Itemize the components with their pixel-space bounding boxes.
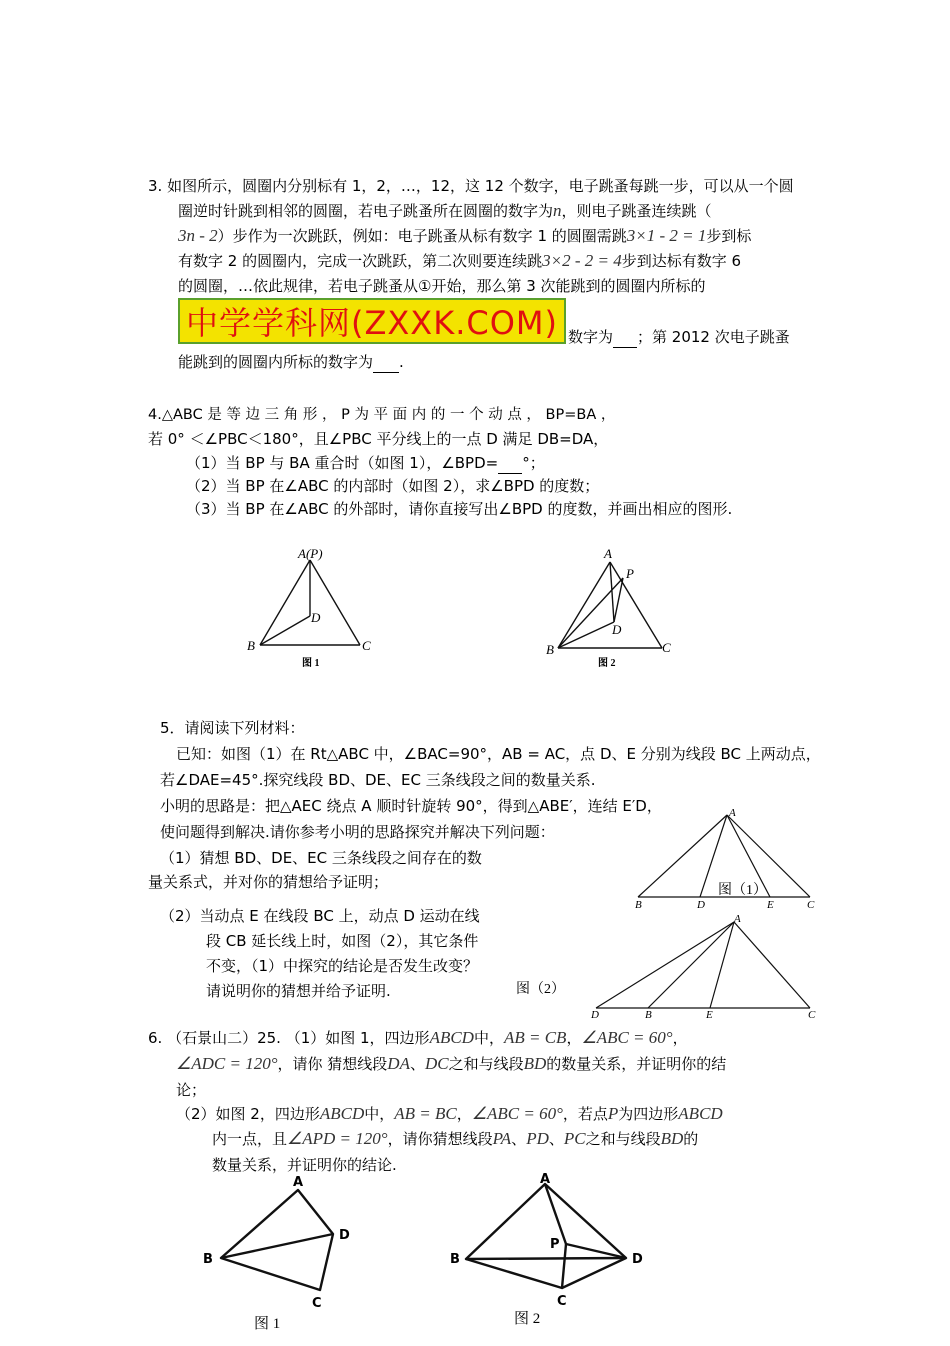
edge-bd [260,616,310,645]
diagonal-bd [221,1234,333,1258]
edge-ac [310,560,360,645]
label-d: D [612,622,622,637]
q6-p2-text: （2）如图 2，四边形 [176,1105,320,1123]
edge-pd [614,578,623,622]
q6-p2-comma: ， [456,1105,472,1123]
q3-expr-example2: 3×2 - 2 = 4 [542,251,622,270]
q6-var-da: DA [387,1054,410,1073]
q6-p2-var-abcd2: ABCD [678,1104,723,1123]
q6-line1-text: 6. （石景山二）25. （1）如图 1，四边形 [148,1029,430,1047]
q6-line2 [176,1054,726,1074]
q6-p3-expr-apd-120: ∠APD = 120° [287,1129,388,1148]
q6-p3-mid2: 之和与线段 [585,1130,661,1148]
q5-figure1 [630,805,825,910]
q6-part2-line3: 数量关系，并证明你的结论. [212,1156,397,1174]
label-d: D [339,1228,350,1243]
q3-line2-tail: ，则电子跳蚤连续跳（ [561,202,712,220]
zxxk-watermark-logo [178,298,566,344]
q3-line2-text: 圈逆时针跳到相邻的圆圈，若电子跳蚤所在圆圈的数字为 [178,202,554,220]
q3-line7-tail: . [399,353,404,371]
q6-line1 [148,1028,688,1048]
q6-p3-tail: 的 [683,1130,699,1148]
label-b: B [546,642,554,657]
q4-part1 [186,453,545,474]
label-b: B [645,1009,652,1021]
q6-sep: 、 [409,1055,425,1073]
q6-sep2: 、 [511,1130,527,1148]
edge-ac [734,922,810,1008]
label-a: A [734,913,741,925]
q5-title: 5．请阅读下列材料： [160,719,305,737]
q5-line9: 不变，（1）中探究的结论是否发生改变？ [206,957,479,975]
caption-fig1: 图 1 [302,658,320,669]
q3-expr-3n-2: 3n - 2 [178,226,218,245]
q6-line1-mid: 中， [473,1029,504,1047]
caption-fig1: 图（1） [718,883,767,898]
q3-expr-example1: 3×1 - 2 = 1 [626,226,707,245]
q4-part2: （2）当 BP 在∠ABC 的内部时（如图 2），求∠BPD 的度数； [186,477,600,495]
q3-line3 [178,226,751,246]
q3-line3-tail: 步到标 [706,227,752,245]
logo-text: 中学学科网(ZXXK.COM) [185,304,559,342]
label-a: A [293,1175,304,1190]
q3-line7 [178,352,404,373]
label-b: B [635,899,642,911]
q6-part2-line1 [176,1104,723,1124]
label-c: C [662,640,671,655]
q4-line2: 若 0° ＜∠PBC＜180°，且∠PBC 平分线上的一点 D 满足 DB=DA， [148,430,609,448]
q4-part1-tail: °； [522,454,545,472]
q3-line6-tail: ；第 2012 次电子跳蚤 [637,328,790,346]
label-d: D [311,610,321,625]
q3-var-n: n [553,201,562,220]
label-b: B [203,1252,213,1267]
q3-line1: 3. 如图所示，圆圈内分别标有 1，2，…，12，这 12 个数字，电子跳蚤每跳一步，可以从一个圆 [148,177,794,195]
q3-line4 [178,251,741,271]
q6-p2-expr-abc-60: ∠ABC = 60° [471,1104,563,1123]
q3-line4-tail: 步到达标有数字 6 [621,252,742,270]
quad-abcd [466,1184,626,1288]
label-c: C [312,1296,322,1311]
q6-p2-var-abcd: ABCD [319,1104,365,1123]
caption-fig2: 图（2） [516,982,565,997]
q4-part1-text: （1）当 BP 与 BA 重合时（如图 1），∠BPD= [186,454,499,472]
edge-ab [648,922,734,1008]
label-c: C [808,1009,816,1021]
q6-var-dc: DC [424,1054,449,1073]
q6-var-bd: BD [523,1054,547,1073]
edge-ab [260,560,310,645]
label-p: P [550,1237,560,1252]
q6-figure1 [198,1172,368,1337]
q6-line2-text: ，请你 猜想线段 [277,1055,388,1073]
q6-p2-text2: ，若点 [562,1105,608,1123]
q6-var-abcd: ABCD [429,1028,474,1047]
q3-line4-text: 有数字 2 的圆圈内，完成一次跳跃，第二次则要连续跳 [178,252,543,270]
q6-line2-tail: 的数量关系，并证明你的结 [546,1055,727,1073]
q6-line2-mid: 之和与线段 [448,1055,524,1073]
caption-fig2: 图 2 [598,658,616,669]
q4-line1: 4.△ABC 是 等 边 三 角 形 ， P 为 平 面 内 的 一 个 动 点 ， BP=BA ， [148,407,616,423]
q6-comma2: ， [672,1029,688,1047]
edge-ab [558,562,610,648]
q6-p2-mid: 中， [364,1105,395,1123]
q6-p2-expr-ab-bc: AB = BC [394,1104,457,1123]
q6-p3-text: 内一点，且 [212,1130,288,1148]
q5-line7: （2）当动点 E 在线段 BC 上，动点 D 运动在线 [160,907,480,925]
label-c: C [557,1294,567,1309]
q6-p3-var-bd: BD [660,1129,684,1148]
caption-fig1: 图 1 [254,1316,281,1332]
q5-line1: 已知：如图（1）在 Rt△ABC 中，∠BAC=90°，AB = AC，点 D、E 分别为线段 BC 上两动点， [176,745,821,763]
q5-line8: 段 CB 延长线上时，如图（2），其它条件 [206,932,479,950]
q4-part3: （3）当 BP 在∠ABC 的外部时，请你直接写出∠BPD 的度数，并画出相应的图形. [186,500,733,518]
q6-sep3: 、 [548,1130,564,1148]
q6-p2-var-p: P [607,1104,619,1123]
q3-line2 [178,201,712,221]
q3-line5: 的圆圈，…依此规律，若电子跳蚤从①开始，那么第 3 次能跳到的圆圈内所标的 [178,277,706,295]
q6-p2-text3: 为四边形 [618,1105,679,1123]
label-d: D [632,1252,643,1267]
q5-line6: 量关系式，并对你的猜想给予证明； [148,873,389,891]
label-b: B [450,1252,460,1267]
q4-figure1 [240,540,380,675]
q5-line5: （1）猜想 BD、DE、EC 三条线段之间存在的数 [160,849,482,867]
segment-pc [562,1244,566,1288]
label-a: A [540,1172,551,1187]
label-c: C [362,638,371,653]
q6-var-pd: PD [526,1129,549,1148]
q6-var-pc: PC [563,1129,586,1148]
q6-expr-abc-60: ∠ABC = 60° [581,1028,673,1047]
caption-fig2: 图 2 [514,1311,541,1327]
q3-line6-text: 数字为 [568,328,614,346]
diagonal-bd [466,1258,626,1259]
label-c: C [807,899,815,911]
q5-line4: 使问题得到解决.请你参考小明的思路探究并解决下列问题： [160,823,555,841]
q6-expr-ab-cb: AB = CB [503,1028,567,1047]
label-p: P [626,566,634,581]
answer-blank-2[interactable] [373,352,399,373]
q4-figure2 [540,540,680,675]
q3-line7-text: 能跳到的圆圈内所标的数字为 [178,353,374,371]
q3-line3-text: ）步作为一次跳跃，例如：电子跳蚤从标有数字 1 的圆圈需跳 [217,227,627,245]
answer-blank-1[interactable] [613,327,637,348]
label-a: A [729,807,736,819]
label-b: B [247,638,255,653]
q6-figure2 [448,1166,653,1331]
answer-blank-bpd[interactable] [498,453,522,474]
q5-line3: 小明的思路是：把△AEC 绕点 A 顺时针旋转 90°，得到△ABE′，连结 E′D， [160,797,662,815]
q6-expr-adc-120: ∠ADC = 120° [176,1054,278,1073]
label-d: D [697,899,705,911]
label-e: E [706,1009,713,1021]
q6-p3-mid: ，请你猜想线段 [387,1130,493,1148]
q5-line2: 若∠DAE=45°.探究线段 BD、DE、EC 三条线段之间的数量关系. [160,771,596,789]
q6-var-pa: PA [492,1129,512,1148]
q3-line6 [568,327,790,348]
label-a: A [604,546,612,561]
quad-abcd [221,1190,333,1290]
label-e: E [767,899,774,911]
q6-line3: 论； [176,1081,207,1099]
q5-figure2 [516,910,828,1021]
q5-line10: 请说明你的猜想并给予证明. [206,982,391,1000]
label-a-p: A(P) [298,546,323,561]
q6-part2-line2 [212,1129,698,1149]
label-d: D [591,1009,599,1021]
q6-comma1: ， [566,1029,582,1047]
